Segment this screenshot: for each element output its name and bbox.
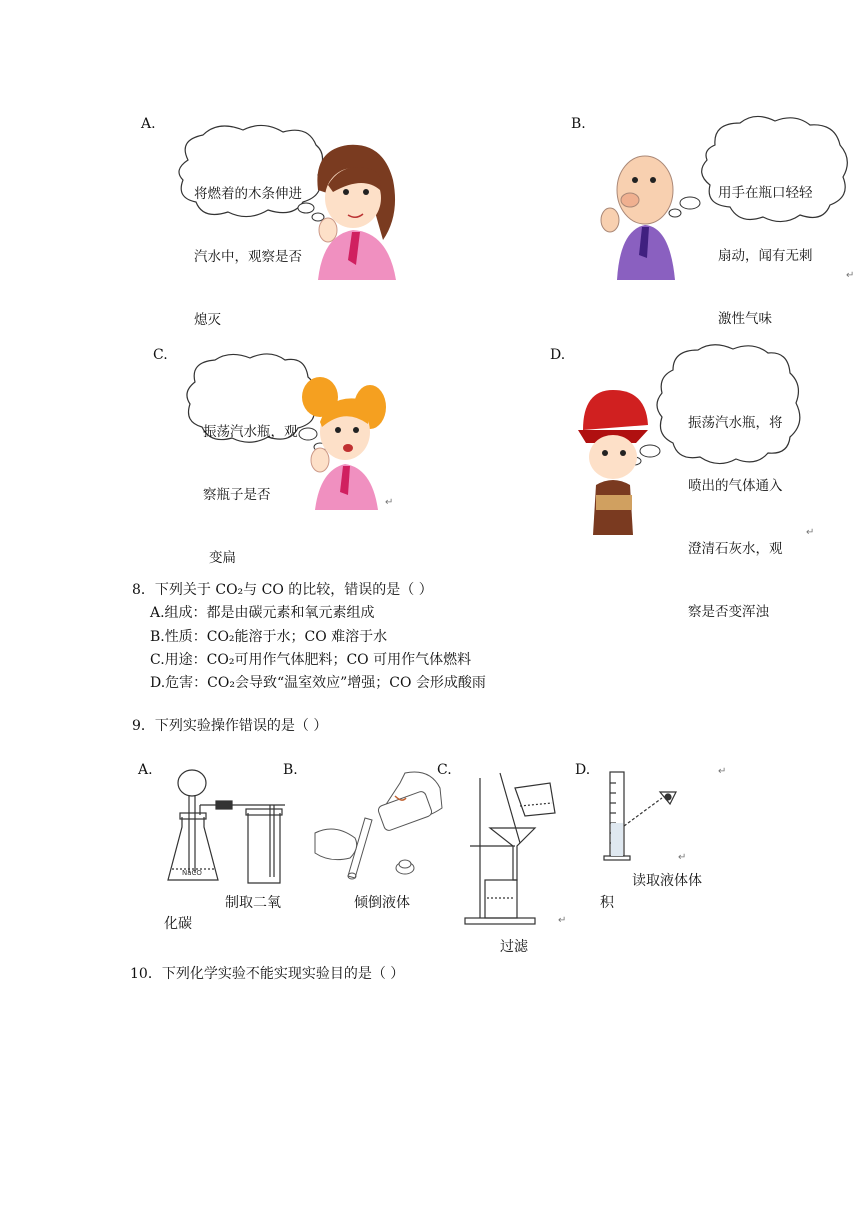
svg-text:NaCO: NaCO <box>182 869 202 877</box>
option-a-label: A. <box>141 116 156 132</box>
q9-option-c-label: C. <box>437 762 452 778</box>
return-mark: ↵ <box>806 527 815 538</box>
q9-option-a-caption-2: 化碳 <box>164 916 192 932</box>
return-mark: ↵ <box>678 852 687 863</box>
question-9-stem: 9．下列实验操作错误的是（ ） <box>132 718 328 734</box>
question-8-option-b: B.性质：CO₂能溶于水；CO 难溶于水 <box>150 629 388 645</box>
return-mark: ↵ <box>846 270 855 281</box>
q9-option-a-caption-1: 制取二氧 <box>225 895 281 911</box>
return-mark: ↵ <box>385 497 394 508</box>
bubble-a-text: 将燃着的木条伸进 汽水中，观察是否 熄灭 <box>194 186 302 328</box>
bubble-b-text: 用手在瓶口轻轻 扇动，闻有无刺 激性气味 <box>718 185 813 327</box>
question-8-option-d: D.危害：CO₂会导致“温室效应”增强；CO 会形成酸雨 <box>150 675 486 691</box>
return-mark: ↵ <box>718 766 727 777</box>
bubble-d-text: 振荡汽水瓶，将 喷出的气体通入 澄清石灰水，观 察是否变浑浊 <box>688 415 783 620</box>
q9-option-a-label: A. <box>138 762 153 778</box>
option-b-label: B. <box>571 116 586 132</box>
question-10-stem: 10．下列化学实验不能实现实验目的是（ ） <box>130 966 405 982</box>
graduated-cylinder-illustration <box>600 768 690 868</box>
q9-option-d-caption-1: 读取液体体 <box>632 873 702 889</box>
option-d-label: D. <box>550 347 566 363</box>
q9-option-b-caption: 倾倒液体 <box>354 895 410 911</box>
filtration-illustration <box>460 768 570 928</box>
co2-apparatus-illustration <box>160 765 290 890</box>
bubble-c-text: 振荡汽水瓶，观 察瓶子是否 变扁 <box>203 424 298 566</box>
q9-option-b-label: B. <box>283 762 298 778</box>
question-8-option-c: C.用途：CO₂可用作气体肥料；CO 可用作气体燃料 <box>150 652 472 668</box>
q9-option-d-label: D. <box>575 762 591 778</box>
q9-option-d-caption-2: 积 <box>600 895 614 911</box>
question-8-stem: 8．下列关于 CO₂与 CO 的比较，错误的是（ ） <box>132 582 433 598</box>
question-8-option-a: A.组成：都是由碳元素和氧元素组成 <box>150 605 375 621</box>
pouring-liquid-illustration <box>310 768 450 883</box>
return-mark: ↵ <box>558 915 567 926</box>
option-c-label: C. <box>153 347 168 363</box>
q9-option-c-caption: 过滤 <box>500 939 528 955</box>
